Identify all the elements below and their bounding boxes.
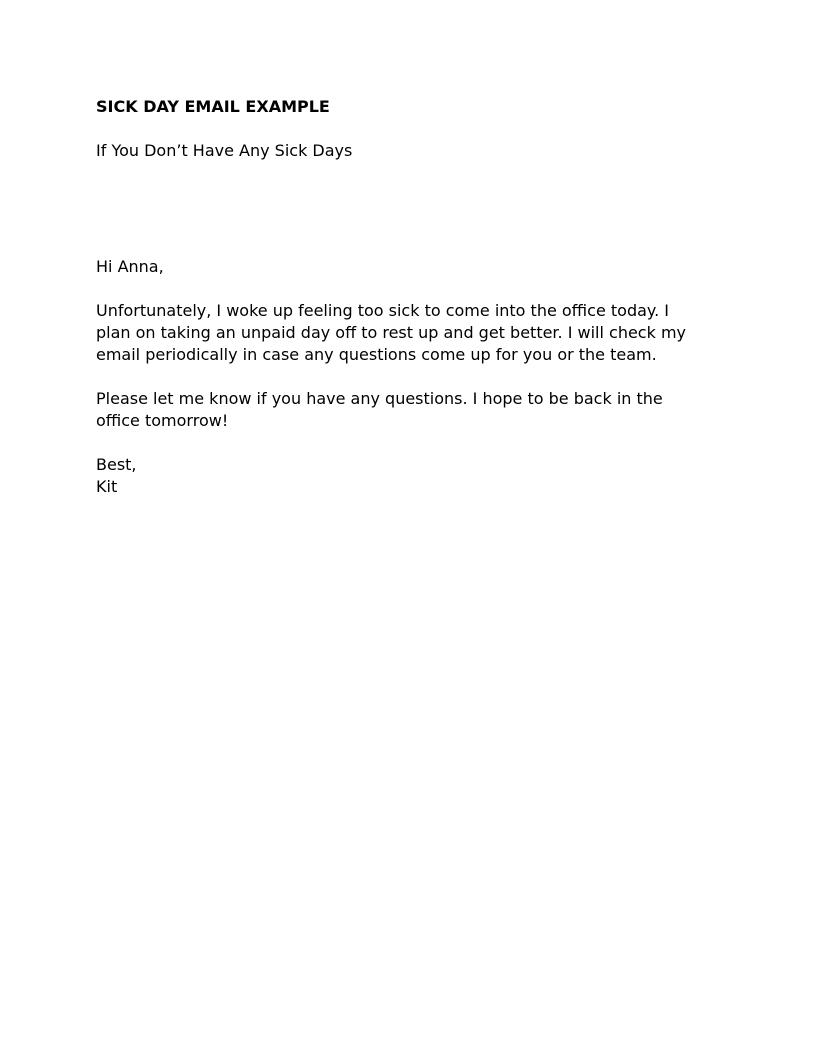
document-body xyxy=(96,96,736,498)
document-subtitle: If You Don’t Have Any Sick Days xyxy=(96,141,353,160)
paragraph-2-line-2: office tomorrow! xyxy=(96,411,229,430)
email-signature: Kit xyxy=(96,477,118,496)
paragraph-1-line-2: plan on taking an unpaid day off to rest up and get better. I will check my xyxy=(96,323,687,342)
email-paragraph-2 xyxy=(96,388,736,432)
email-paragraph-1 xyxy=(96,300,736,366)
email-greeting: Hi Anna, xyxy=(96,257,164,276)
email-signoff xyxy=(96,454,736,498)
document-title: SICK DAY EMAIL EXAMPLE xyxy=(96,97,330,116)
paragraph-1-line-3: email periodically in case any questions come up for you or the team. xyxy=(96,345,657,364)
paragraph-2-line-1: Please let me know if you have any questions. I hope to be back in the xyxy=(96,389,663,408)
paragraph-1-line-1: Unfortunately, I woke up feeling too sick to come into the office today. I xyxy=(96,301,669,320)
email-closing: Best, xyxy=(96,455,137,474)
